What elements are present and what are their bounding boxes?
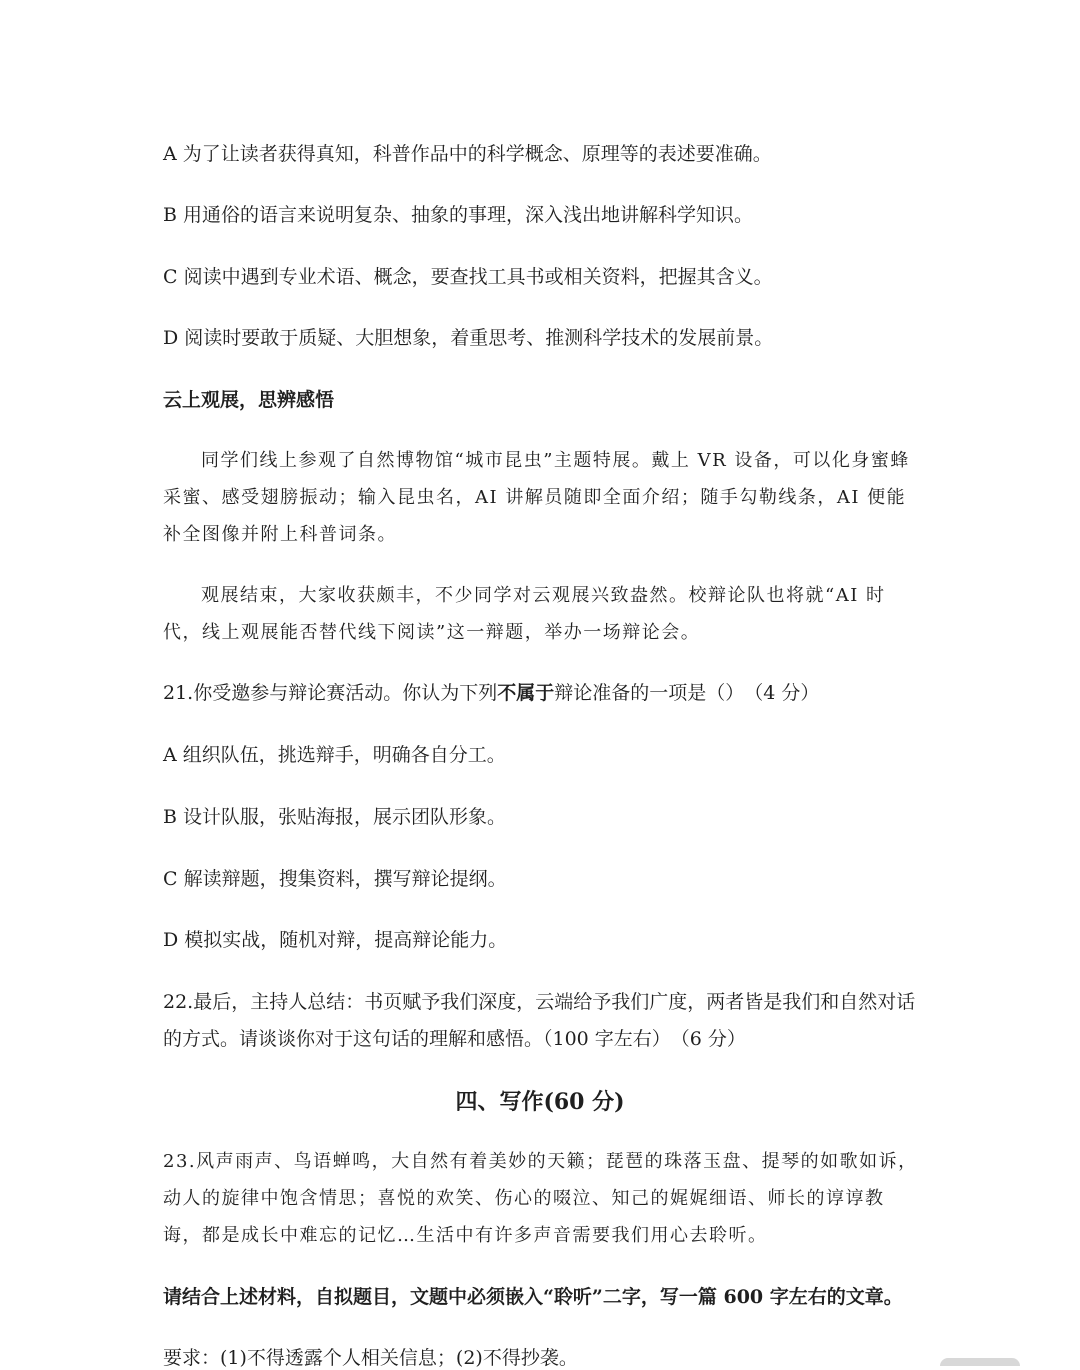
writing-instruction: 请结合上述材料，自拟题目，文题中必须嵌入“聆听”二字，写一篇 600 字左右的文章。: [163, 1286, 903, 1308]
q20-option-c: C 阅读中遇到专业术语、概念，要查找工具书或相关资料，把握其含义。: [163, 266, 773, 288]
q21-stem-emphasis: 不属于: [497, 682, 555, 704]
q20-option-d: D 阅读时要敢于质疑、大胆想象，着重思考、推测科学技术的发展前景。: [163, 327, 774, 349]
q20-option-b: B 用通俗的语言来说明复杂、抽象的事理，深入浅出地讲解科学知识。: [163, 204, 754, 226]
q23-material: 23.风声雨声、鸟语蝉鸣，大自然有着美妙的天籁；琵琶的珠落玉盘、提琴的如歌如诉，动人的旋律中饱含情思；喜悦的欢笑、伤心的啜泣、知己的娓娓细语、师长的谆谆教诲，都是成长中难忘的记忆…生活中有许多声音需要我们用心去聆听。: [163, 1151, 918, 1246]
q21-option-d: D 模拟实战，随机对辩，提高辩论能力。: [163, 929, 508, 951]
q21-option-c: C 解读辩题，搜集资料，撰写辩论提纲。: [163, 868, 507, 890]
q22-question: 22.最后，主持人总结：书页赋予我们深度，云端给予我们广度，两者皆是我们和自然对话的方式。请谈谈你对于这句话的理解和感悟。（100 字左右） （6 分）: [163, 991, 916, 1050]
q20-option-a: A 为了让读者获得真知，科普作品中的科学概念、原理等的表述要准确。: [163, 143, 772, 165]
page-corner-shadow: [940, 1358, 1020, 1366]
writing-requirements: 要求：(1)不得透露个人相关信息；(2)不得抄袭。: [163, 1347, 578, 1369]
q21-stem-prefix: 21.你受邀参与辩论赛活动。你认为下列: [163, 682, 498, 704]
section-title: 云上观展，思辨感悟: [163, 389, 335, 411]
q21-stem-suffix: 辩论准备的一项是（） （4 分）: [554, 682, 820, 704]
passage-paragraph-1: 同学们线上参观了自然博物馆“城市昆虫”主题特展。戴上 VR 设备，可以化身蜜蜂采蜜、感受翅膀振动；输入昆虫名，AI 讲解员随即全面介绍；随手勾勒线条，AI 便能补全图像并附上科普词条。: [163, 450, 910, 545]
writing-section-heading: 四、写作(60 分): [455, 1089, 625, 1115]
q21-stem: [163, 681, 923, 705]
q21-option-b: B 设计队服，张贴海报，展示团队形象。: [163, 806, 507, 828]
passage-paragraph-2: 观展结束，大家收获颇丰，不少同学对云观展兴致盎然。校辩论队也将就“AI 时代，线上观展能否替代线下阅读”这一辩题，举办一场辩论会。: [163, 585, 886, 643]
q21-option-a: A 组织队伍，挑选辩手，明确各自分工。: [163, 744, 506, 766]
